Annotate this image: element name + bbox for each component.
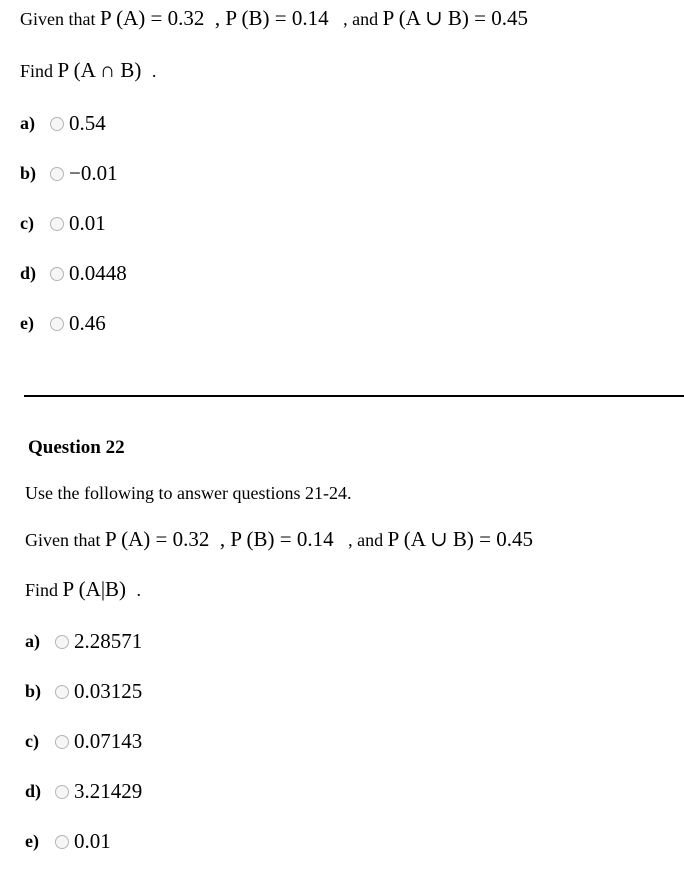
radio-button[interactable] [55,735,69,749]
option-d[interactable] [20,260,127,286]
option-a[interactable] [20,110,106,136]
option-e[interactable] [25,828,111,854]
prob-a-union-b: P (A ∪ B) = 0.45 [382,6,528,30]
radio-button[interactable] [55,685,69,699]
question-heading: Question 22 [28,437,125,458]
radio-button[interactable] [55,785,69,799]
prob-a: P (A) = 0.32 [104,527,210,551]
option-value: 0.0448 [69,260,127,285]
radio-button[interactable] [55,635,69,649]
option-value: −0.01 [69,160,118,185]
find-prefix: Find [20,61,54,81]
option-letter: a) [20,112,35,133]
find-suffix: . [151,61,157,81]
radio-button[interactable] [50,167,64,181]
radio-button[interactable] [50,117,64,131]
find-line [25,577,141,602]
prob-a: P (A) = 0.32 [99,6,205,30]
option-letter: e) [25,830,39,851]
option-letter: a) [25,630,40,651]
option-letter: d) [25,780,42,801]
find-expression: P (A ∩ B) [57,58,142,82]
option-letter: d) [20,262,37,283]
find-suffix: . [136,580,142,600]
option-b[interactable] [25,678,142,704]
prob-b: , P (B) = 0.14 [219,527,334,551]
find-line [20,58,156,83]
prob-a-union-b: P (A ∪ B) = 0.45 [387,527,533,551]
radio-button[interactable] [50,217,64,231]
option-e[interactable] [20,310,106,336]
given-line [25,527,533,552]
option-letter: b) [25,680,42,701]
given-prefix: Given that [25,530,101,550]
option-b[interactable] [20,160,118,186]
option-d[interactable] [25,778,142,804]
and-text: , and [348,530,384,550]
option-letter: b) [20,162,37,183]
option-value: 0.01 [74,828,111,853]
prob-b: , P (B) = 0.14 [214,6,329,30]
instruction-line: Use the following to answer questions 21-24. [25,483,352,503]
question-divider [24,395,684,397]
radio-button[interactable] [55,835,69,849]
radio-button[interactable] [50,317,64,331]
given-line [20,6,528,31]
option-value: 3.21429 [74,778,143,803]
radio-button[interactable] [50,267,64,281]
option-letter: c) [20,212,34,233]
option-value: 0.03125 [74,678,143,703]
option-letter: c) [25,730,39,751]
option-c[interactable] [20,210,106,236]
option-value: 0.46 [69,310,106,335]
given-prefix: Given that [20,9,96,29]
option-value: 0.01 [69,210,106,235]
option-a[interactable] [25,628,142,654]
find-expression: P (A|B) [62,577,127,601]
option-letter: e) [20,312,34,333]
option-c[interactable] [25,728,142,754]
option-value: 0.07143 [74,728,143,753]
find-prefix: Find [25,580,59,600]
option-value: 2.28571 [74,628,143,653]
option-value: 0.54 [69,110,106,135]
and-text: , and [343,9,379,29]
